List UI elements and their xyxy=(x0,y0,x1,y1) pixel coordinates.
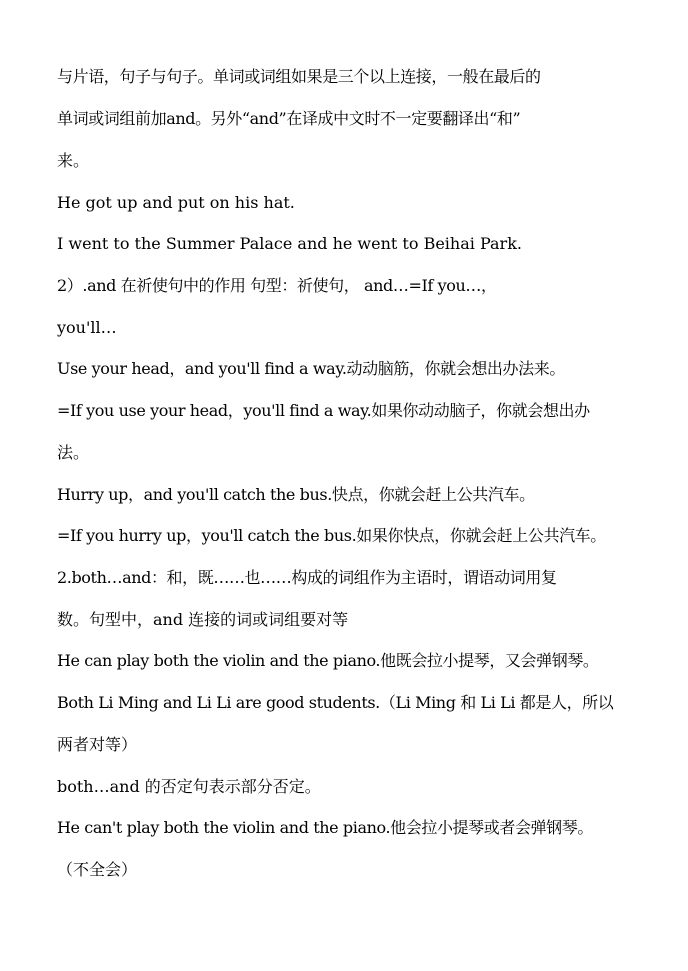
text-line-16: Both Li Ming and Li Li are good students.（Li Ming 和 Li Li 都是人，所以 xyxy=(57,693,614,712)
text-line-1: 与片语，句子与句子。单词或词组如果是三个以上连接，一般在最后的 xyxy=(57,67,541,86)
text-line-4: He got up and put on his hat. xyxy=(57,193,295,212)
text-line-14: 数。句型中，and 连接的词或词组要对等 xyxy=(57,610,349,629)
text-line-10: 法。 xyxy=(57,443,90,462)
text-line-19: He can't play both the violin and the piano.他会拉小提琴或者会弹钢琴。 xyxy=(57,818,593,837)
text-line-20: （不全会） xyxy=(57,860,138,879)
text-line-17: 两者对等） xyxy=(57,735,138,754)
text-line-7: you'll… xyxy=(57,318,117,337)
text-line-15: He can play both the violin and the piano.他既会拉小提琴，又会弹钢琴。 xyxy=(57,651,599,670)
text-line-6: 2）.and 在祈使句中的作用 句型：祈使句， and…=If you…， xyxy=(57,276,497,295)
text-line-8: Use your head，and you'll find a way.动动脑筋，你就会想出办法来。 xyxy=(57,359,565,378)
text-line-11: Hurry up，and you'll catch the bus.快点，你就会赶上公共汽车。 xyxy=(57,485,535,504)
text-line-12: =If you hurry up，you'll catch the bus.如果你快点，你就会赶上公共汽车。 xyxy=(57,526,606,545)
text-line-3: 来。 xyxy=(57,151,90,170)
text-line-5: I went to the Summer Palace and he went to Beihai Park. xyxy=(57,234,522,253)
text-line-2: 单词或词组前加and。另外“and”在译成中文时不一定要翻译出“和” xyxy=(57,109,521,128)
text-line-18: both…and 的否定句表示部分否定。 xyxy=(57,777,321,796)
text-line-13: 2.both…and：和，既……也……构成的词组作为主语时，谓语动词用复 xyxy=(57,568,557,587)
text-line-9: =If you use your head，you'll find a way.如果你动动脑子，你就会想出办 xyxy=(57,401,590,420)
